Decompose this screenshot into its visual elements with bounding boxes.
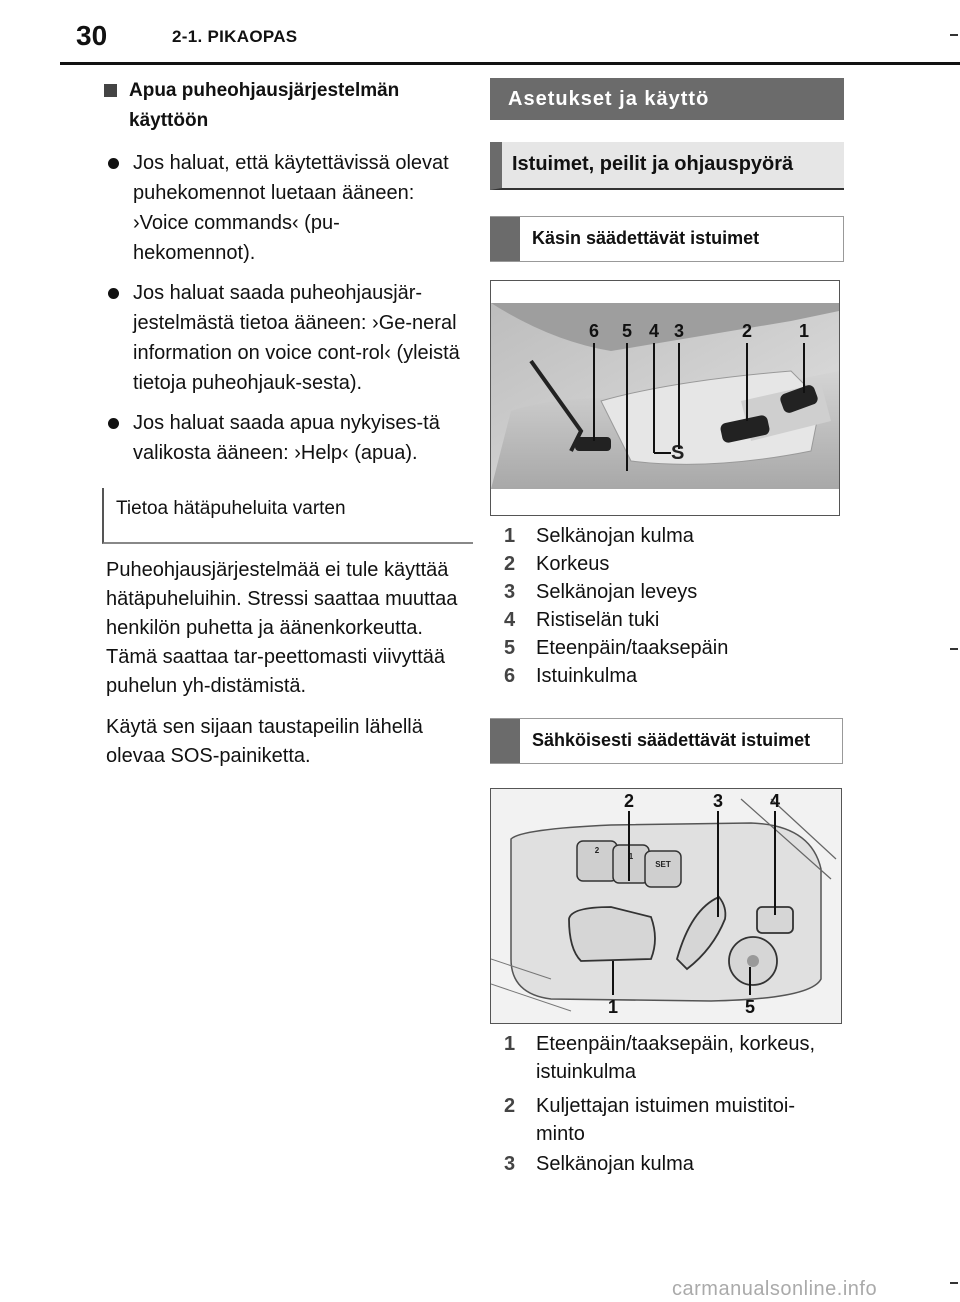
legend-item [490, 522, 844, 550]
bullet-text: Jos haluat saada puheohjausjär-jestelmästä tietoa ääneen: ›Ge-neral information on voice cont-rol‹ (yleistä tietoja puheohjauk-sesta). [133, 282, 460, 394]
manual-seat-illustration [491, 281, 839, 515]
label-bar [490, 719, 520, 763]
electric-seat-legend [490, 1030, 844, 1178]
manual-seat-legend [490, 522, 844, 690]
figure-callout: 2 [741, 321, 753, 341]
figure-callout: 1 [607, 997, 619, 1017]
bullet-text: Jos haluat saada apua nykyises-tä valikosta ääneen: ›Help‹ (apua). [133, 412, 440, 464]
manual-seats-label: Käsin säädettävät istuimet [532, 228, 760, 248]
label-bar [490, 217, 520, 261]
figure-callout: 4 [648, 321, 660, 341]
memory-button-label: 1 [628, 852, 634, 861]
legend-item [490, 578, 844, 606]
svg-text:S: S [671, 442, 685, 464]
chapter-title: 2-1. PIKAOPAS [172, 27, 298, 46]
legend-text: Selkänojan kulma [536, 1153, 694, 1175]
figure-callout: 6 [588, 321, 600, 341]
legend-text: Ristiselän tuki [536, 609, 660, 631]
list-item [106, 278, 461, 398]
section-heading-text: Apua puheohjausjärjestelmän käyttöön [129, 80, 400, 131]
legend-number: 4 [504, 609, 516, 631]
page-number: 30 [76, 20, 108, 51]
edge-mark [950, 1282, 958, 1284]
note-heading-box [102, 488, 473, 544]
right-column [490, 78, 844, 1178]
watermark: carmanualsonline.info [672, 1278, 878, 1300]
legend-text: Eteenpäin/taaksepäin, korkeus, istuinkulma [536, 1033, 816, 1083]
legend-item [490, 1030, 844, 1086]
legend-item [490, 1092, 844, 1148]
legend-number: 2 [504, 1095, 516, 1117]
legend-text: Kuljettajan istuimen muistitoi-minto [536, 1095, 795, 1145]
legend-number: 3 [504, 1153, 516, 1175]
header-rule [60, 62, 960, 65]
bullet-dot-icon [108, 288, 119, 299]
legend-item [490, 550, 844, 578]
legend-text: Selkänojan kulma [536, 525, 694, 547]
electric-seats-label-box [490, 718, 843, 764]
manual-seats-label-box [490, 216, 844, 262]
memory-button-label: 2 [594, 846, 600, 855]
edge-mark [950, 34, 958, 36]
bullet-dot-icon [108, 158, 119, 169]
list-item [106, 408, 461, 468]
figure-callout: 5 [621, 321, 633, 341]
bullet-dot-icon [108, 418, 119, 429]
legend-text: Istuinkulma [536, 665, 638, 687]
legend-number: 5 [504, 637, 516, 659]
edge-mark [950, 648, 958, 650]
legend-text: Korkeus [536, 553, 610, 575]
note-heading: Tietoa hätäpuheluita varten [116, 498, 346, 519]
figure-callout: 3 [673, 321, 685, 341]
legend-text: Selkänojan leveys [536, 581, 698, 603]
memory-button-label: SET [655, 860, 671, 869]
figure-callout: 4 [769, 791, 781, 811]
bullet-text: Jos haluat, että käytettävissä olevat puhekomennot luetaan ääneen: ›Voice commands‹ (pu-hekomennot). [133, 152, 449, 264]
subsection-title: Istuimet, peilit ja ohjauspyörä [490, 142, 844, 190]
electric-seat-illustration [491, 789, 841, 1023]
legend-number: 3 [504, 581, 516, 603]
electric-seat-figure [490, 788, 842, 1024]
section-heading [106, 76, 461, 136]
legend-text: Eteenpäin/taaksepäin [536, 637, 729, 659]
left-column [106, 76, 461, 771]
paragraph: Puheohjausjärjestelmää ei tule käyttää hätäpuheluihin. Stressi saattaa muuttaa henkilön puhetta ja äänenkorkeutta. Tämä saattaa tar-peettomasti viivyttää puhelun yh-distämistä. [106, 559, 458, 697]
legend-item [490, 662, 844, 690]
figure-callout: 2 [623, 791, 635, 811]
legend-number: 1 [504, 525, 516, 547]
legend-number: 2 [504, 553, 516, 575]
figure-callout: 3 [712, 791, 724, 811]
legend-number: 1 [504, 1033, 516, 1055]
paragraph: Käytä sen sijaan taustapeilin lähellä olevaa SOS-painiketta. [106, 716, 423, 767]
bullet-list [106, 148, 461, 468]
section-title-bar: Asetukset ja käyttö [490, 78, 844, 120]
legend-item [490, 1150, 844, 1178]
figure-callout: 5 [744, 997, 756, 1017]
legend-item [490, 606, 844, 634]
square-bullet-icon [104, 84, 117, 97]
legend-number: 6 [504, 665, 516, 687]
manual-seat-figure [490, 280, 840, 516]
figure-callout: 1 [798, 321, 810, 341]
legend-item [490, 634, 844, 662]
electric-seats-label: Sähköisesti säädettävät istuimet [532, 730, 811, 750]
list-item [106, 148, 461, 268]
